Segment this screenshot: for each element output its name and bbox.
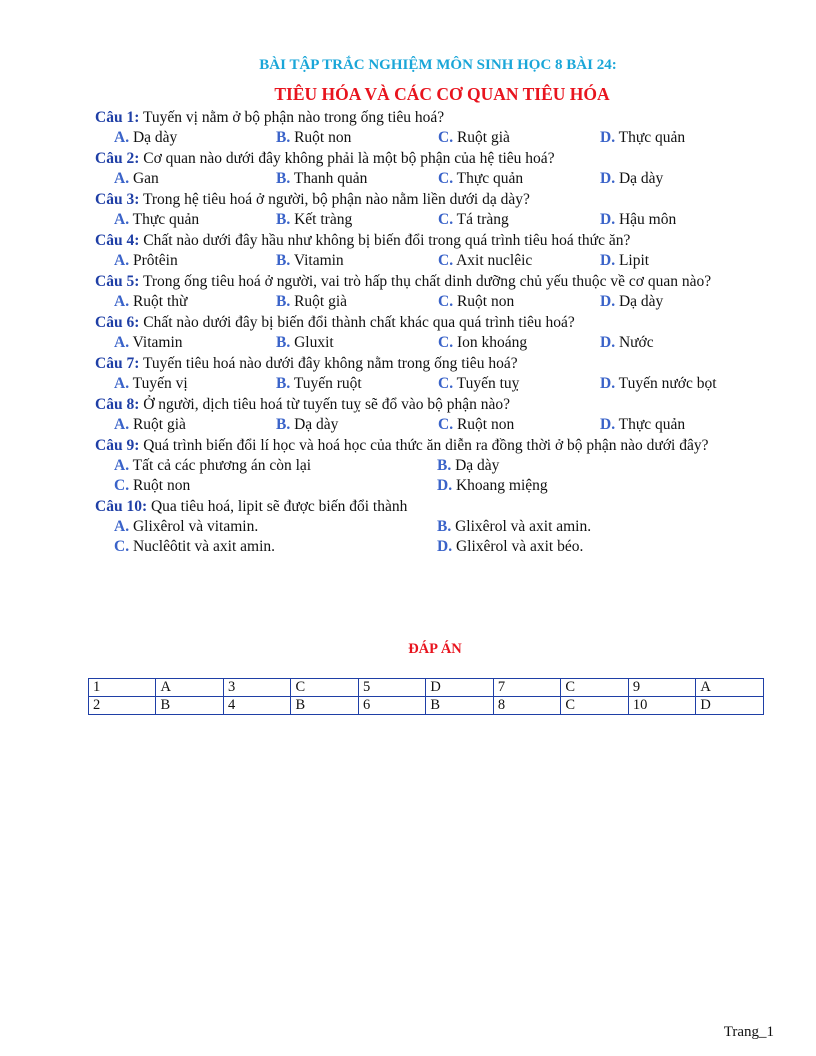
question-text: Trong hệ tiêu hoá ở người, bộ phận nào nằm liền dưới dạ dày? [139,191,530,208]
question-text: Trong ống tiêu hoá ở người, vai trò hấp thụ chất dinh dưỡng chủ yếu thuộc về cơ quan nào? [139,273,712,290]
table-cell: 7 [493,679,560,697]
question-text: Tuyến tiêu hoá nào dưới đây không nằm trong ống tiêu hoá? [139,355,518,372]
question-number: Câu 4: [95,232,140,249]
option-a: A. Ruột già [114,416,186,433]
question-number: Câu 9: [95,437,140,454]
option-a: A. Glixêrol và vitamin. [114,518,259,535]
question-2 [95,149,775,189]
question-number: Câu 2: [95,150,140,167]
table-row [89,679,764,697]
question-text: Quá trình biến đổi lí học và hoá học của thức ăn diễn ra đồng thời ở bộ phận nào dưới đây? [139,437,709,454]
question-5 [95,272,775,312]
question-text: Ở người, dịch tiêu hoá từ tuyến tuỵ sẽ đổ vào bộ phận nào? [139,396,511,413]
option-a: A. Thực quản [114,211,200,228]
question-number: Câu 3: [95,191,140,208]
question-number: Câu 8: [95,396,140,413]
table-cell: 8 [493,697,560,715]
option-d: D. Dạ dày [600,293,664,310]
option-b: B. Kết tràng [276,211,353,228]
answer-key-table [88,678,764,715]
table-cell: 6 [358,697,425,715]
table-cell: A [696,679,764,697]
option-a: A. Tuyến vị [114,375,188,392]
question-6 [95,313,775,353]
question-text: Qua tiêu hoá, lipit sẽ được biến đổi thành [147,498,408,515]
question-text: Tuyến vị nằm ở bộ phận nào trong ống tiêu hoá? [139,109,445,126]
table-cell: 10 [628,697,696,715]
question-4 [95,231,775,271]
option-d: D. Thực quản [600,416,686,433]
option-d: D. Nước [600,334,654,351]
option-b: B. Thanh quản [276,170,368,187]
option-d: D. Khoang miệng [437,477,548,494]
option-b: B. Vitamin [276,252,344,269]
option-a: A. Prôtêin [114,252,178,269]
option-d: D. Lipit [600,252,650,269]
option-c: C. Thực quản [438,170,524,187]
table-cell: B [426,697,494,715]
question-number: Câu 10: [95,498,148,515]
table-cell: A [156,679,224,697]
question-number: Câu 1: [95,109,140,126]
table-cell: C [561,679,629,697]
option-b: B. Tuyến ruột [276,375,362,392]
option-c: C. Axit nuclêic [438,252,533,269]
table-cell: C [291,679,359,697]
option-a: A. Vitamin [114,334,183,351]
question-1 [95,108,775,148]
option-b: B. Gluxit [276,334,334,351]
question-9 [95,436,775,496]
option-a: A. Tất cả các phương án còn lại [114,457,312,474]
option-d: D. Glixêrol và axit béo. [437,538,584,555]
document-title-line1: BÀI TẬP TRẮC NGHIỆM MÔN SINH HỌC 8 BÀI 24: [259,57,617,73]
option-c: C. Ruột già [438,129,510,146]
option-c: C. Nuclêôtit và axit amin. [114,538,275,555]
option-d: D. Thực quản [600,129,686,146]
option-c: C. Ion khoáng [438,334,528,351]
option-b: B. Ruột già [276,293,348,310]
table-row [89,697,764,715]
question-text: Chất nào dưới đây hầu như không bị biến đổi trong quá trình tiêu hoá thức ăn? [139,232,631,249]
option-b: B. Dạ dày [437,457,500,474]
option-b: B. Glixêrol và axit amin. [437,518,592,535]
table-cell: D [696,697,764,715]
option-c: C. Tuyến tuỵ [438,375,520,392]
document-title-line2: TIÊU HÓA VÀ CÁC CƠ QUAN TIÊU HÓA [274,84,610,104]
table-cell: D [426,679,494,697]
question-number: Câu 6: [95,314,140,331]
option-d: D. Dạ dày [600,170,664,187]
table-cell: 2 [89,697,156,715]
question-text: Cơ quan nào dưới đây không phải là một bộ phận của hệ tiêu hoá? [139,150,555,167]
question-text: Chất nào dưới đây bị biến đổi thành chất khác qua quá trình tiêu hoá? [139,314,575,331]
question-10 [95,497,775,557]
question-number: Câu 5: [95,273,140,290]
option-c: C. Ruột non [438,416,515,433]
option-c: C. Ruột non [438,293,515,310]
option-a: A. Ruột thừ [114,293,188,310]
question-8 [95,395,775,435]
option-d: D. Hậu môn [600,211,677,228]
question-7 [95,354,775,394]
table-cell: 1 [89,679,156,697]
table-cell: 4 [223,697,290,715]
option-b: B. Dạ dày [276,416,339,433]
question-3 [95,190,775,230]
option-a: A. Dạ dày [114,129,178,146]
option-d: D. Tuyến nước bọt [600,375,717,392]
table-cell: B [291,697,359,715]
answer-key-title: ĐÁP ÁN [408,641,462,657]
page-footer: Trang_1 [723,1024,774,1040]
table-cell: 3 [223,679,290,697]
table-cell: 9 [628,679,696,697]
option-c: C. Tá tràng [438,211,509,228]
option-b: B. Ruột non [276,129,352,146]
table-cell: B [156,697,224,715]
option-c: C. Ruột non [114,477,191,494]
option-a: A. Gan [114,170,159,187]
question-list [95,108,775,557]
table-cell: 5 [358,679,425,697]
question-number: Câu 7: [95,355,140,372]
table-cell: C [561,697,629,715]
